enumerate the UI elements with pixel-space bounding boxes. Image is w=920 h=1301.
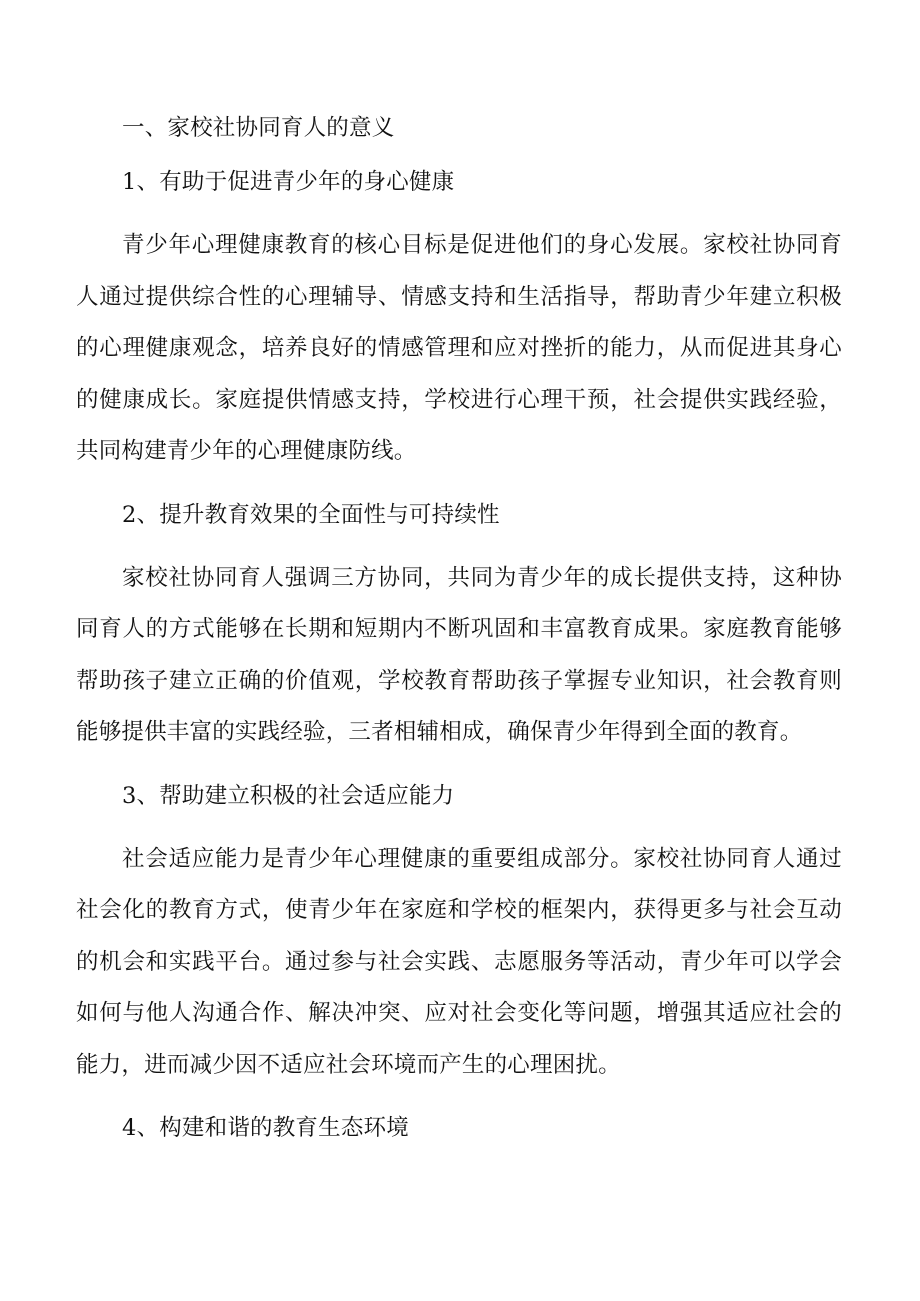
section-heading-1: 1、有助于促进青少年的身心健康 xyxy=(122,169,455,195)
section-heading-3: 3、帮助建立积极的社会适应能力 xyxy=(122,782,455,809)
section-paragraph-2: 家校社协同育人强调三方协同，共同为青少年的成长提供支持，这种协同育人的方式能够在长期和短期内不断巩固和丰富教育成果。家庭教育能够帮助孩子建立正确的价值观，学校教育帮助孩子掌握专业知识，社会教育则能够提供丰富的实践经验，三者相辅相成，确保青少年得到全面的教育。 xyxy=(76,564,842,745)
section-heading-2: 2、提升教育效果的全面性与可持续性 xyxy=(122,501,500,528)
section-heading-4: 4、构建和谐的教育生态环境 xyxy=(122,1115,409,1141)
document-body xyxy=(76,108,842,1166)
section-paragraph-3: 社会适应能力是青少年心理健康的重要组成部分。家校社协同育人通过社会化的教育方式，使青少年在家庭和学校的框架内，获得更多与社会互动的机会和实践平台。通过参与社会实践、志愿服务等活动，青少年可以学会如何与他人沟通合作、解决冲突、应对社会变化等问题，增强其适应社会的能力，进而减少因不适应社会环境而产生的心理困扰。 xyxy=(76,845,842,1078)
document-title: 一、家校社协同育人的意义 xyxy=(122,115,395,141)
section-paragraph-1: 青少年心理健康教育的核心目标是促进他们的身心发展。家校社协同育人通过提供综合性的心理辅导、情感支持和生活指导，帮助青少年建立积极的心理健康观念，培养良好的情感管理和应对挫折的能力，从而促进其身心的健康成长。家庭提供情感支持，学校进行心理干预，社会提供实践经验，共同构建青少年的心理健康防线。 xyxy=(76,232,842,464)
